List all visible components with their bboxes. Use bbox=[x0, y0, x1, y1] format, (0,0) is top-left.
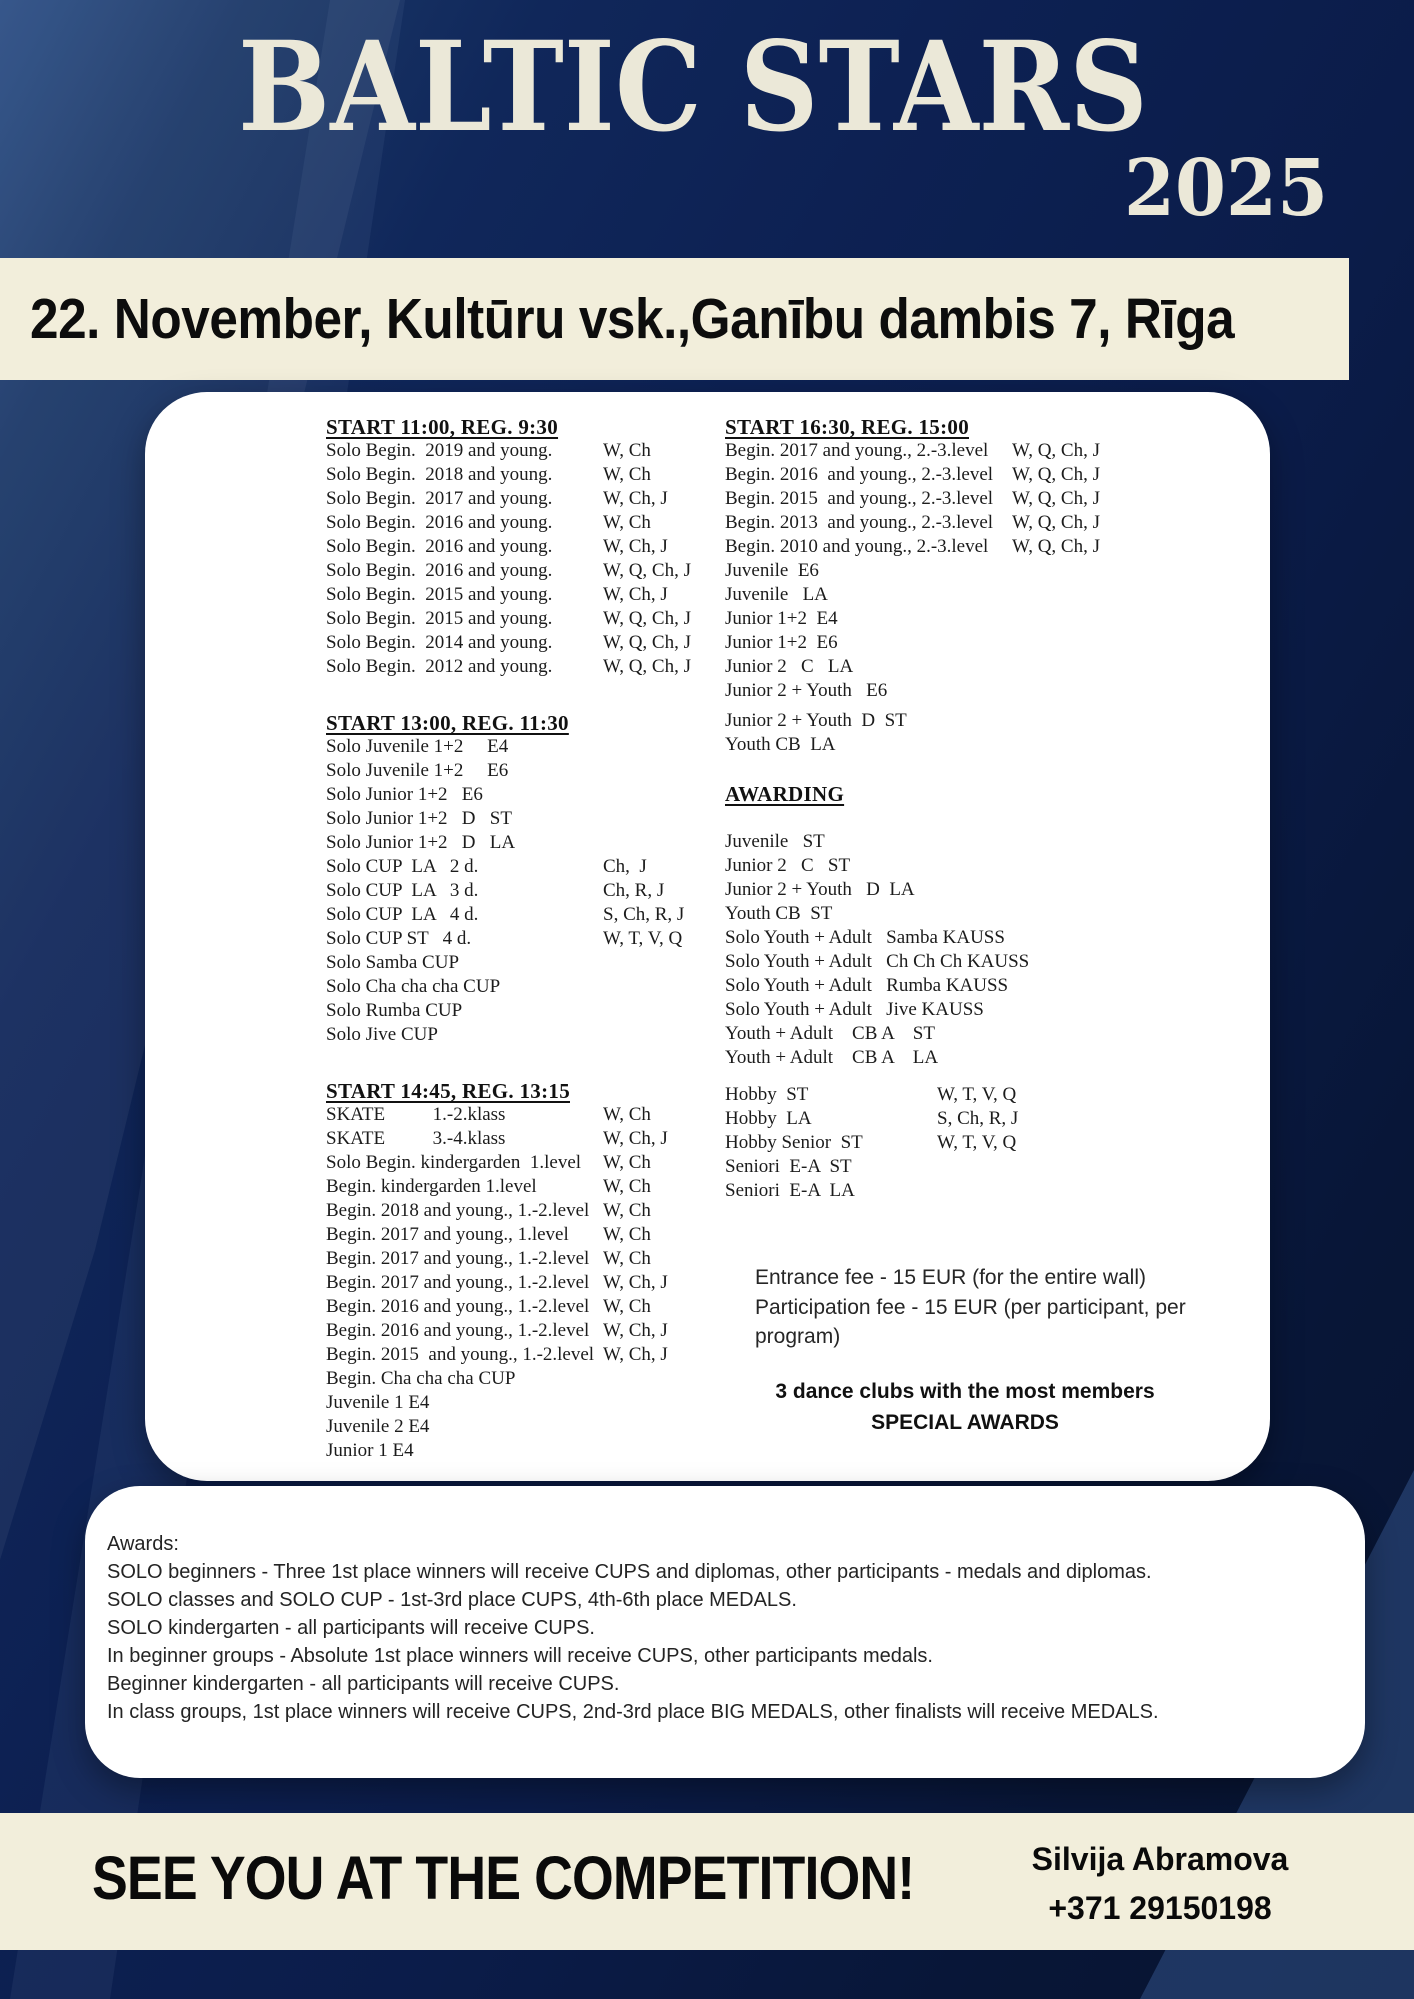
schedule-row bbox=[326, 1127, 726, 1151]
schedule-row bbox=[326, 631, 726, 655]
schedule-section bbox=[725, 415, 1265, 757]
schedule-row-dances: W, Ch, J bbox=[603, 536, 668, 557]
schedule-row-label: Solo Begin. kindergarden 1.level bbox=[326, 1152, 582, 1173]
schedule-row-label: Junior 1+2 E4 bbox=[725, 608, 838, 629]
schedule-row-label: Solo Youth + Adult Samba KAUSS bbox=[725, 927, 1005, 948]
schedule-row bbox=[326, 783, 726, 807]
schedule-row-label: Solo Begin. 2018 and young. bbox=[326, 464, 553, 485]
schedule-row bbox=[326, 1151, 726, 1175]
schedule-row bbox=[326, 463, 726, 487]
schedule-row-label: Begin. Cha cha cha CUP bbox=[326, 1368, 516, 1389]
schedule-row-label: Begin. kindergarden 1.level bbox=[326, 1176, 537, 1197]
schedule-row-label: Solo CUP LA 4 d. bbox=[326, 904, 479, 925]
schedule-row-dances: W, Ch bbox=[603, 1152, 651, 1173]
schedule-row bbox=[725, 1179, 1265, 1203]
schedule-section bbox=[725, 1083, 1265, 1203]
schedule-row bbox=[326, 1271, 726, 1295]
schedule-row bbox=[326, 1319, 726, 1343]
schedule-row-label: Junior 2 C ST bbox=[725, 855, 851, 876]
schedule-row-label: Solo Junior 1+2 E6 bbox=[326, 784, 483, 805]
schedule-row-label: Begin. 2010 and young., 2.-3.level bbox=[725, 536, 989, 557]
contact-phone: +371 29150198 bbox=[1048, 1890, 1272, 1926]
schedule-row-dances: W, Ch bbox=[603, 1200, 651, 1221]
schedule-row bbox=[725, 631, 1265, 655]
schedule-row bbox=[725, 487, 1265, 511]
special-awards-line: SPECIAL AWARDS bbox=[871, 1410, 1059, 1434]
schedule-row-label: Youth + Adult CB A ST bbox=[725, 1023, 935, 1044]
awards-line: SOLO classes and SOLO CUP - 1st-3rd place CUPS, 4th-6th place MEDALS. bbox=[107, 1589, 797, 1611]
schedule-row bbox=[326, 807, 726, 831]
footer-banner bbox=[0, 1813, 1414, 1950]
schedule-row bbox=[725, 1083, 1265, 1107]
schedule-row bbox=[326, 1223, 726, 1247]
schedule-row-label: Solo Begin. 2015 and young. bbox=[326, 608, 553, 629]
schedule-row bbox=[725, 806, 1265, 830]
schedule-row-dances: W, Ch, J bbox=[603, 1344, 668, 1365]
schedule-row-label: Juvenile 1 E4 bbox=[326, 1392, 430, 1413]
schedule-row-label: Junior 2 + Youth E6 bbox=[725, 680, 888, 701]
schedule-row-dances: W, Ch, J bbox=[603, 1320, 668, 1341]
schedule-row bbox=[326, 735, 726, 759]
schedule-row-dances: Ch, J bbox=[603, 856, 647, 877]
schedule-section-heading: START 11:00, REG. 9:30 bbox=[326, 415, 559, 439]
schedule-row bbox=[326, 1367, 726, 1391]
awards-line: SOLO beginners - Three 1st place winners will receive CUPS and diplomas, other participants - medals and diplomas. bbox=[107, 1561, 1152, 1583]
schedule-row-label: Begin. 2018 and young., 1.-2.level bbox=[326, 1200, 590, 1221]
schedule-row bbox=[326, 1295, 726, 1319]
schedule-section-heading: START 14:45, REG. 13:15 bbox=[326, 1079, 570, 1103]
schedule-row-label: Solo Begin. 2017 and young. bbox=[326, 488, 553, 509]
schedule-row bbox=[326, 1439, 726, 1463]
schedule-row-label: Begin. 2017 and young., 1.-2.level bbox=[326, 1248, 590, 1269]
schedule-row-dances: W, Q, Ch, J bbox=[603, 608, 691, 629]
schedule-row bbox=[725, 559, 1265, 583]
schedule-row-label: Begin. 2015 and young., 2.-3.level bbox=[725, 488, 994, 509]
schedule-section bbox=[326, 1079, 726, 1463]
schedule-row-label: Solo Begin. 2014 and young. bbox=[326, 632, 553, 653]
schedule-row bbox=[725, 854, 1265, 878]
schedule-row bbox=[326, 655, 726, 679]
schedule-row bbox=[326, 487, 726, 511]
schedule-row bbox=[326, 975, 726, 999]
schedule-row-label: Begin. 2013 and young., 2.-3.level bbox=[725, 512, 994, 533]
schedule-row-dances: S, Ch, R, J bbox=[937, 1108, 1019, 1129]
fee-line: Entrance fee - 15 EUR (for the entire wall) bbox=[755, 1266, 1147, 1289]
schedule-row bbox=[326, 511, 726, 535]
schedule-row-dances: W, Ch bbox=[603, 1224, 651, 1245]
schedule-row-label: Solo Begin. 2019 and young. bbox=[326, 440, 553, 461]
schedule-row-dances: W, Ch, J bbox=[603, 1128, 668, 1149]
see-you-text: SEE YOU AT THE COMPETITION! bbox=[92, 1844, 915, 1912]
schedule-row bbox=[326, 1175, 726, 1199]
schedule-row-label: Youth + Adult CB A LA bbox=[725, 1047, 939, 1068]
schedule-section-heading: START 13:00, REG. 11:30 bbox=[326, 711, 569, 735]
schedule-row bbox=[326, 903, 726, 927]
schedule-section bbox=[326, 415, 726, 679]
schedule-row-label: Begin. 2017 and young., 2.-3.level bbox=[725, 440, 989, 461]
schedule-row-label: Juvenile ST bbox=[725, 831, 825, 852]
schedule-row-dances: W, Q, Ch, J bbox=[1012, 440, 1100, 461]
schedule-row-dances: W, Q, Ch, J bbox=[1012, 536, 1100, 557]
schedule-row bbox=[725, 583, 1265, 607]
schedule-row bbox=[326, 879, 726, 903]
schedule-row-label: Junior 1 E4 bbox=[326, 1440, 414, 1461]
schedule-row bbox=[725, 511, 1265, 535]
schedule-row-label: Juvenile E6 bbox=[725, 560, 819, 581]
schedule-row bbox=[326, 1391, 726, 1415]
schedule-row-label: Solo Cha cha cha CUP bbox=[326, 976, 501, 997]
schedule-row bbox=[725, 926, 1265, 950]
schedule-row-label: Begin. 2017 and young., 1.-2.level bbox=[326, 1272, 590, 1293]
schedule-row-label bbox=[725, 807, 730, 828]
schedule-row-dances: W, Ch, J bbox=[603, 1272, 668, 1293]
schedule-row bbox=[725, 655, 1265, 679]
contact-name: Silvija Abramova bbox=[1031, 1841, 1289, 1877]
schedule-row-dances: W, Q, Ch, J bbox=[1012, 464, 1100, 485]
fees-block bbox=[755, 1263, 1255, 1352]
schedule-row-label: Begin. 2016 and young., 1.-2.level bbox=[326, 1296, 590, 1317]
schedule-row-dances: W, Ch bbox=[603, 1104, 651, 1125]
schedule-row-label: Begin. 2016 and young., 2.-3.level bbox=[725, 464, 994, 485]
schedule-row-label: Solo Begin. 2016 and young. bbox=[326, 560, 553, 581]
schedule-section-heading: AWARDING bbox=[725, 782, 845, 806]
schedule-row bbox=[326, 927, 726, 951]
schedule-row-label: Begin. 2015 and young., 1.-2.level bbox=[326, 1344, 595, 1365]
schedule-row-dances: W, Ch bbox=[603, 512, 651, 533]
poster-title: BALTIC STARS bbox=[237, 15, 1149, 160]
schedule-row bbox=[326, 439, 726, 463]
awards-line: Awards: bbox=[107, 1533, 179, 1555]
schedule-row-dances: Ch, R, J bbox=[603, 880, 665, 901]
schedule-row bbox=[326, 583, 726, 607]
schedule-row bbox=[725, 1022, 1265, 1046]
schedule-row-dances: W, Ch bbox=[603, 1296, 651, 1317]
schedule-row-label: Solo Junior 1+2 D LA bbox=[326, 832, 516, 853]
schedule-row-label: Junior 1+2 E6 bbox=[725, 632, 838, 653]
schedule-row-label: Seniori E-A LA bbox=[725, 1180, 855, 1201]
schedule-row bbox=[326, 855, 726, 879]
schedule-row-dances: W, Q, Ch, J bbox=[603, 560, 691, 581]
schedule-row-dances: W, Q, Ch, J bbox=[603, 632, 691, 653]
schedule-row-label: Junior 2 + Youth D ST bbox=[725, 710, 907, 731]
schedule-row bbox=[326, 1023, 726, 1047]
schedule-row bbox=[326, 1199, 726, 1223]
schedule-row bbox=[725, 878, 1265, 902]
schedule-row-label: Solo Youth + Adult Rumba KAUSS bbox=[725, 975, 1009, 996]
schedule-row-label: Junior 2 + Youth D LA bbox=[725, 879, 915, 900]
contact-block bbox=[1005, 1835, 1315, 1933]
schedule-row bbox=[326, 607, 726, 631]
schedule-row-label: SKATE 3.-4.klass bbox=[326, 1128, 506, 1149]
schedule-card bbox=[145, 392, 1270, 1481]
awards-line: Beginner kindergarten - all participants will receive CUPS. bbox=[107, 1673, 620, 1695]
schedule-row-dances: W, Q, Ch, J bbox=[1012, 512, 1100, 533]
schedule-row-label: Solo Begin. 2012 and young. bbox=[326, 656, 553, 677]
schedule-row-dances: W, Ch bbox=[603, 464, 651, 485]
schedule-row-label: Solo Jive CUP bbox=[326, 1024, 438, 1045]
schedule-row-dances: W, T, V, Q bbox=[603, 928, 683, 949]
schedule-row-label: Youth CB LA bbox=[725, 734, 836, 755]
schedule-row bbox=[725, 1107, 1265, 1131]
schedule-row-label: Hobby ST bbox=[725, 1084, 809, 1105]
schedule-row-label: Solo Juvenile 1+2 E6 bbox=[326, 760, 509, 781]
schedule-row bbox=[725, 1131, 1265, 1155]
schedule-row bbox=[326, 1343, 726, 1367]
schedule-row-label: Solo CUP LA 3 d. bbox=[326, 880, 479, 901]
schedule-row-label: Hobby Senior ST bbox=[725, 1132, 863, 1153]
schedule-row-label: Solo Juvenile 1+2 E4 bbox=[326, 736, 509, 757]
schedule-row-dances: S, Ch, R, J bbox=[603, 904, 685, 925]
schedule-row bbox=[326, 999, 726, 1023]
schedule-row bbox=[725, 1046, 1265, 1070]
awards-line: In class groups, 1st place winners will receive CUPS, 2nd-3rd place BIG MEDALS, other finalists will receive MEDALS. bbox=[107, 1701, 1159, 1723]
schedule-row-dances: W, Ch bbox=[603, 1248, 651, 1269]
schedule-row bbox=[725, 1155, 1265, 1179]
event-date-location: 22. November, Kultūru vsk.,Ganību dambis 7, Rīga bbox=[30, 287, 1235, 351]
fee-line: Participation fee - 15 EUR (per participant, per program) bbox=[755, 1295, 1186, 1348]
schedule-row-label: Junior 2 C LA bbox=[725, 656, 854, 677]
schedule-row bbox=[725, 535, 1265, 559]
schedule-row-label: Seniori E-A ST bbox=[725, 1156, 852, 1177]
schedule-row bbox=[326, 559, 726, 583]
schedule-row-label: Begin. 2017 and young., 1.level bbox=[326, 1224, 569, 1245]
schedule-row bbox=[326, 1247, 726, 1271]
schedule-row-dances: W, Q, Ch, J bbox=[1012, 488, 1100, 509]
schedule-row bbox=[725, 439, 1265, 463]
schedule-row bbox=[725, 607, 1265, 631]
schedule-row bbox=[725, 709, 1265, 733]
schedule-row-label: Begin. 2016 and young., 1.-2.level bbox=[326, 1320, 590, 1341]
schedule-column-right bbox=[725, 415, 1265, 1203]
special-awards-note bbox=[685, 1377, 1245, 1438]
schedule-row-label: Hobby LA bbox=[725, 1108, 812, 1129]
schedule-row-label: Juvenile 2 E4 bbox=[326, 1416, 430, 1437]
schedule-row bbox=[725, 830, 1265, 854]
schedule-row-dances: W, Ch bbox=[603, 1176, 651, 1197]
schedule-row bbox=[725, 950, 1265, 974]
poster-year: 2025 bbox=[1123, 143, 1328, 234]
schedule-section bbox=[326, 711, 726, 1047]
schedule-row bbox=[326, 535, 726, 559]
schedule-row-dances: W, Q, Ch, J bbox=[603, 656, 691, 677]
schedule-row-label: Solo Begin. 2016 and young. bbox=[326, 536, 553, 557]
schedule-row bbox=[326, 1415, 726, 1439]
event-info-banner bbox=[0, 258, 1349, 380]
schedule-row-label: Solo CUP ST 4 d. bbox=[326, 928, 472, 949]
schedule-row bbox=[725, 902, 1265, 926]
awards-line: SOLO kindergarten - all participants will receive CUPS. bbox=[107, 1617, 595, 1639]
awards-text bbox=[85, 1486, 1365, 1726]
schedule-row bbox=[725, 679, 1265, 703]
schedule-row-label: SKATE 1.-2.klass bbox=[326, 1104, 506, 1125]
schedule-row bbox=[725, 974, 1265, 998]
schedule-section-heading: START 16:30, REG. 15:00 bbox=[725, 415, 969, 439]
schedule-row-label: Solo Begin. 2015 and young. bbox=[326, 584, 553, 605]
schedule-row-dances: W, Ch bbox=[603, 440, 651, 461]
schedule-row bbox=[725, 733, 1265, 757]
awards-line: In beginner groups - Absolute 1st place winners will receive CUPS, other participants medals. bbox=[107, 1645, 933, 1667]
schedule-row bbox=[326, 831, 726, 855]
schedule-row-label: Youth CB ST bbox=[725, 903, 833, 924]
schedule-row-label: Juvenile LA bbox=[725, 584, 828, 605]
schedule-row bbox=[326, 1103, 726, 1127]
schedule-row bbox=[725, 998, 1265, 1022]
schedule-row-dances: W, Ch, J bbox=[603, 488, 668, 509]
schedule-row-label: Solo Rumba CUP bbox=[326, 1000, 463, 1021]
schedule-row-dances: W, T, V, Q bbox=[937, 1132, 1017, 1153]
schedule-row bbox=[725, 463, 1265, 487]
awards-card bbox=[85, 1486, 1365, 1778]
schedule-row bbox=[326, 759, 726, 783]
special-awards-line: 3 dance clubs with the most members bbox=[775, 1380, 1155, 1403]
schedule-section bbox=[725, 782, 1265, 1070]
schedule-row-label: Solo Samba CUP bbox=[326, 952, 460, 973]
schedule-row bbox=[326, 951, 726, 975]
schedule-row-label: Solo Begin. 2016 and young. bbox=[326, 512, 553, 533]
schedule-row-label: Solo CUP LA 2 d. bbox=[326, 856, 479, 877]
schedule-column-left bbox=[326, 415, 726, 1463]
schedule-row-label: Solo Youth + Adult Ch Ch Ch KAUSS bbox=[725, 951, 1030, 972]
schedule-row-label: Solo Youth + Adult Jive KAUSS bbox=[725, 999, 984, 1020]
schedule-row-dances: W, T, V, Q bbox=[937, 1084, 1017, 1105]
schedule-row-dances: W, Ch, J bbox=[603, 584, 668, 605]
schedule-row-label: Solo Junior 1+2 D ST bbox=[326, 808, 512, 829]
